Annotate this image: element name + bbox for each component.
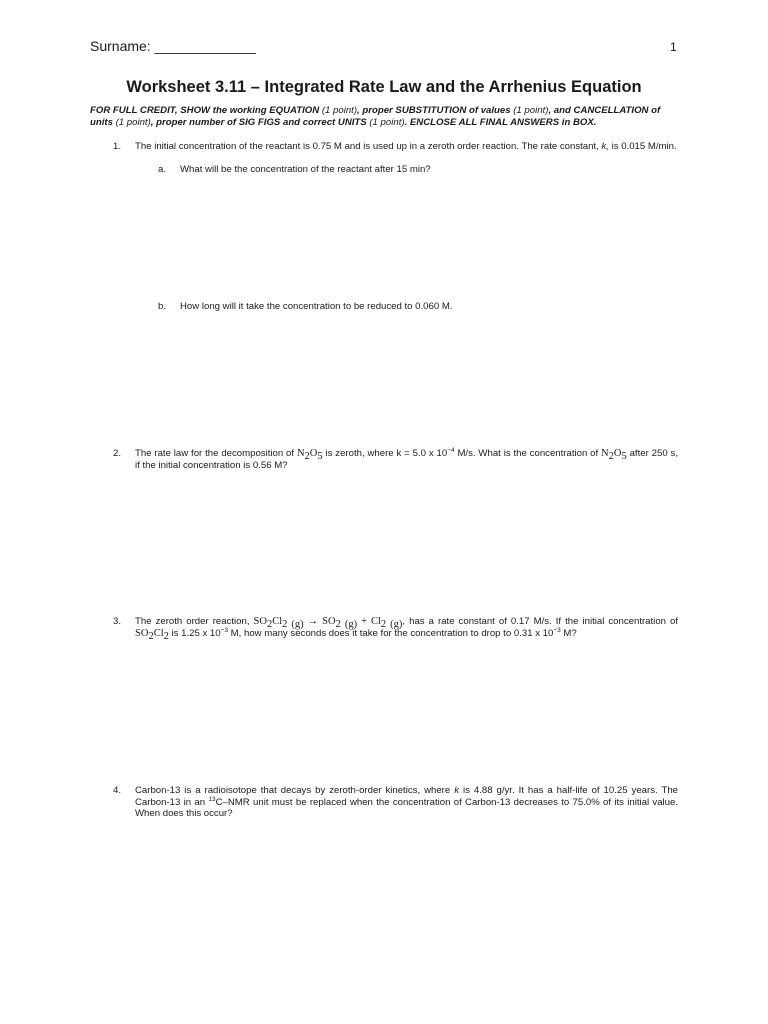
- question-1-number: 1.: [113, 141, 122, 152]
- question-2-number: 2.: [113, 448, 122, 459]
- question-4-text: Carbon-13 is a radioisotope that decays by zeroth-order kinetics, where k is 4.88 g/yr. It has a half-life of 10.25 years. The Carbon-13 in an $^{13}$C–NMR unit must be replaced when the concentration of Carbon-13 decreases to 75.0% of its initial value. When does this occur?: [135, 785, 678, 819]
- question-1b-text: How long will it take the concentration to be reduced to 0.060 M.: [180, 301, 453, 312]
- question-1b-label: b.: [158, 301, 167, 312]
- page-title: Worksheet 3.11 – Integrated Rate Law and the Arrhenius Equation: [126, 78, 642, 96]
- instructions: FOR FULL CREDIT, SHOW the working EQUATION (1 point), proper SUBSTITUTION of values (1 point), and CANCELLATION of units (1 point), proper number of SIG FIGS and correct UNITS (1 point). ENCLOSE ALL FINAL ANSWERS in BOX.: [90, 105, 661, 128]
- question-1-text: The initial concentration of the reactant is 0.75 M and is used up in a zeroth order reaction. The rate constant, k, is 0.015 M/min.: [135, 141, 677, 152]
- question-3-text: The zeroth order reaction, $SO_2Cl_{2 (g)} \to SO_{2 (g)} + Cl_{2 (g)}$, has a rate constant of 0.17 M/s. If the initial concentration of $SO_2Cl_2$ is 1.25 x $10^{-3}$ M, how many seconds does it take for the concentration to drop to 0.31 x $10^{-3}$ M?: [135, 616, 679, 642]
- page-number: 1: [670, 40, 677, 54]
- surname-label: Surname:: [90, 38, 151, 54]
- question-1a-text: What will be the concentration of the reactant after 15 min?: [180, 164, 431, 175]
- question-1a-label: a.: [158, 164, 167, 175]
- surname-field: [90, 38, 256, 54]
- question-4-number: 4.: [113, 785, 122, 796]
- surname-blank: _____________: [154, 38, 256, 54]
- question-3-number: 3.: [113, 616, 122, 627]
- question-2-text: The rate law for the decomposition of $N_2O_5$ is zeroth, where k = 5.0 x $10^{-4}$ M/s. What is the concentration of $N_2O_5$ after 250 s, if the initial concentration is 0.56 M?: [135, 446, 678, 471]
